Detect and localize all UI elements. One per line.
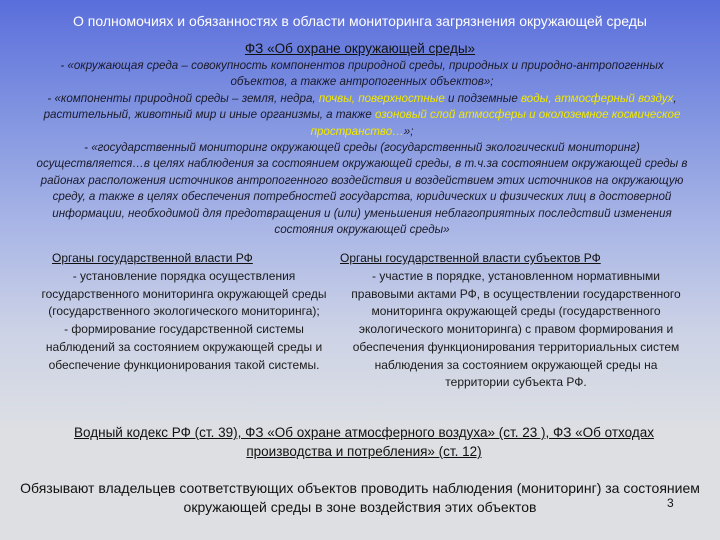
definition-components xyxy=(34,91,690,140)
regional-item: - участие в порядке, установленном нормативными правовыми актами РФ, в осуществлении государственного мониторинга окружающей среды (государственного экологического мониторинга) с правом формирования и обеспечения функционирования территориальных систем наблюдения за состоянием окружающей среды на территории субъекта РФ. xyxy=(351,269,681,390)
definition-text: - «компоненты природной среды – земля, недра, xyxy=(47,91,319,105)
highlight-text: воды, атмосферный воздух xyxy=(521,91,674,105)
federal-item: - формирование государственной системы наблюдений за состоянием окружающей среды и обеспечение функционирования такой системы. xyxy=(45,322,323,372)
regional-heading: Органы государственной власти субъектов РФ xyxy=(340,251,601,265)
slide-title: О полномочиях и обязанностях в области мониторинга загрязнения окружающей среды xyxy=(73,13,647,29)
federal-heading: Органы государственной власти РФ xyxy=(52,251,253,265)
definition-text: , растительный, животный мир и иные организмы, а также xyxy=(43,91,677,122)
federal-column xyxy=(36,268,332,374)
federal-item: - установление порядка осуществления государственного мониторинга окружающей среды (государственного экологического мониторинга); xyxy=(41,269,327,319)
highlight-text: озоновый слой атмосферы и околоземное космическое пространство… xyxy=(310,108,681,138)
page-number: 3 xyxy=(667,496,674,510)
definition-text: и подземные xyxy=(444,91,522,105)
definition-environment: - «окружающая среда – совокупность компонентов природной среды, природных и природно-антропогенных объектов, а также антропогенных объектов»; xyxy=(60,59,664,89)
definition-monitoring: - «государственный мониторинг окружающей среды (государственный экологический мониторинг) осуществляется…в целях наблюдения за состоянием окружающей среды, в т.ч.за состоянием окружающей среды в районах расположения источников антропогенного воздействия и воздействием этих источников на окружающую среду, а также в целях обеспечения потребностей государства, юридических и физических лиц в достоверной информации, необходимой для предотвращения и (или) уменьшения неблагоприятных последствий изменения состояния окружающей среды» xyxy=(36,141,688,237)
owner-duty-text: Обязывают владельцев соответствующих объектов проводить наблюдения (мониторинг) за состоянием окружающей среды в зоне воздействия этих объектов xyxy=(20,480,700,515)
definition-text: »; xyxy=(403,124,414,138)
highlight-text: почвы, поверхностные xyxy=(318,91,445,105)
legal-references: Водный кодекс РФ (ст. 39), ФЗ «Об охране атмосферного воздуха» (ст. 23 ), ФЗ «Об отходах производства и потребления» (ст. 12) xyxy=(74,425,654,459)
regional-column xyxy=(342,268,690,392)
law-subtitle: ФЗ «Об охране окружающей среды» xyxy=(244,41,476,56)
definitions-block xyxy=(34,58,690,238)
